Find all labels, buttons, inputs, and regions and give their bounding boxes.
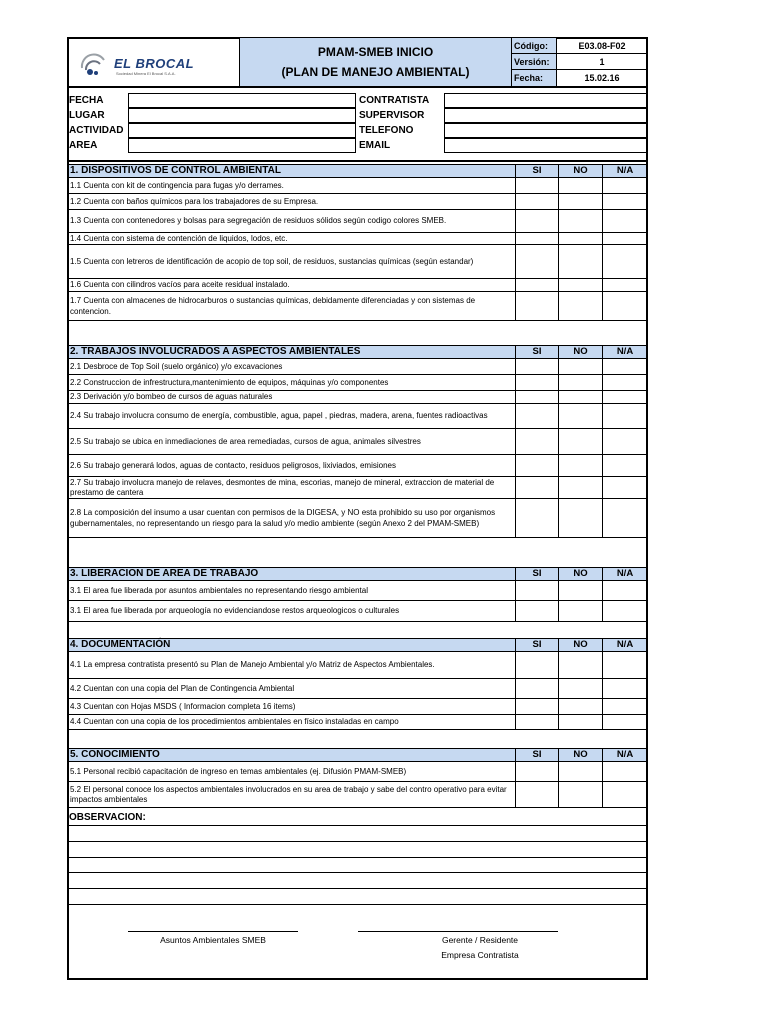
header-title-cell [240, 38, 512, 88]
observacion-line[interactable] [68, 841, 647, 842]
checklist-item-label [68, 499, 511, 538]
checklist-item-label [68, 699, 511, 715]
meta-value-version: 1 [557, 54, 647, 70]
checkbox-si[interactable] [515, 210, 558, 233]
header-meta [512, 38, 647, 88]
section-title: 5. CONOCIMIENTO [70, 749, 160, 760]
checklist-item-label [68, 455, 511, 477]
col-header-si: SI [515, 345, 558, 359]
col-header-si: SI [515, 164, 558, 178]
checkbox-na[interactable] [602, 194, 647, 210]
info-field-left[interactable] [128, 108, 356, 123]
checkbox-no[interactable] [558, 652, 602, 679]
checkbox-si[interactable] [515, 359, 558, 375]
checklist-item-label [68, 652, 511, 679]
checkbox-no[interactable] [558, 782, 602, 808]
checkbox-no[interactable] [558, 245, 602, 279]
checklist-item-text: 3.1 El area fue liberada por arqueología no evidenciandose restos arqueologicos o culturales [70, 606, 400, 616]
company-subtitle: Sociedad Minera El Brocal S.A.A. [116, 71, 176, 76]
observacion-line[interactable] [68, 857, 647, 858]
info-field-right[interactable] [444, 138, 647, 153]
meta-label-version: Versión: [512, 54, 557, 70]
checkbox-na[interactable] [602, 601, 647, 622]
checklist-item-label [68, 391, 511, 404]
checkbox-si[interactable] [515, 375, 558, 391]
checkbox-na[interactable] [602, 292, 647, 321]
checkbox-si[interactable] [515, 391, 558, 404]
info-label-right: CONTRATISTA [359, 95, 430, 106]
checklist-item-label [68, 359, 511, 375]
info-label-left: ACTIVIDAD [69, 125, 124, 136]
checklist-item-label [68, 762, 511, 782]
checklist-item-text: 2.2 Construccion de infrestructura,mantenimiento de equipos, máquinas y/o componentes [70, 377, 389, 387]
checklist-item-label [68, 601, 511, 622]
checkbox-si[interactable] [515, 762, 558, 782]
checkbox-na[interactable] [602, 455, 647, 477]
checkbox-si[interactable] [515, 581, 558, 601]
checkbox-na[interactable] [602, 210, 647, 233]
page-subtitle: (PLAN DE MANEJO AMBIENTAL) [281, 65, 470, 79]
checkbox-na[interactable] [602, 581, 647, 601]
info-label-right: SUPERVISOR [359, 110, 425, 121]
col-header-si: SI [515, 748, 558, 762]
checklist-item-text: 4.2 Cuentan con una copia del Plan de Contingencia Ambiental [70, 683, 295, 693]
checklist-item-label [68, 782, 511, 808]
checkbox-no[interactable] [558, 194, 602, 210]
checkbox-si[interactable] [515, 499, 558, 538]
checkbox-no[interactable] [558, 699, 602, 715]
signature-right-label-2: Empresa Contratista [441, 950, 519, 960]
checkbox-na[interactable] [602, 762, 647, 782]
checkbox-no[interactable] [558, 404, 602, 429]
checkbox-na[interactable] [602, 245, 647, 279]
checklist-item-text: 2.8 La composición del insumo a usar cuentan con permisos de la DIGESA, y NO esta prohibido su uso por organismos gubernamentales, no representando un riesgo para la salud y/o medio ambiente (según Anexo 2 del PMAM-SMEB) [70, 508, 496, 528]
checklist-item-text: 2.6 Su trabajo generará lodos, aguas de contacto, residuos peligrosos, lixiviados, emisiones [70, 460, 396, 470]
checkbox-na[interactable] [602, 499, 647, 538]
signature-right-line [358, 931, 558, 932]
checkbox-na[interactable] [602, 477, 647, 499]
checklist-item-label [68, 210, 511, 233]
divider [68, 160, 647, 162]
checklist-item-text: 4.3 Cuentan con Hojas MSDS ( Informacion completa 16 items) [70, 701, 296, 711]
checkbox-no[interactable] [558, 679, 602, 699]
checklist-item-text: 1.3 Cuenta con contenedores y bolsas para segregación de residuos sólidos según codigo colores SMEB. [70, 216, 447, 226]
checkbox-no[interactable] [558, 601, 602, 622]
checkbox-no[interactable] [558, 178, 602, 194]
meta-label-fecha: Fecha: [512, 70, 557, 86]
info-label-left: FECHA [69, 95, 104, 106]
observacion-line[interactable] [68, 904, 647, 905]
checklist-item-label [68, 233, 511, 245]
checklist-item-label [68, 404, 511, 429]
checkbox-no[interactable] [558, 499, 602, 538]
info-label-left: LUGAR [69, 110, 105, 121]
checkbox-no[interactable] [558, 762, 602, 782]
checklist-item-label [68, 194, 511, 210]
section-title: 2. TRABAJOS INVOLUCRADOS A ASPECTOS AMBIENTALES [70, 346, 361, 357]
section-title: 4. DOCUMENTACIÓN [70, 639, 171, 650]
checkbox-si[interactable] [515, 233, 558, 245]
checkbox-na[interactable] [602, 391, 647, 404]
checkbox-si[interactable] [515, 429, 558, 455]
checkbox-na[interactable] [602, 279, 647, 292]
checkbox-si[interactable] [515, 715, 558, 730]
checkbox-na[interactable] [602, 233, 647, 245]
checkbox-si[interactable] [515, 178, 558, 194]
checkbox-no[interactable] [558, 359, 602, 375]
checkbox-si[interactable] [515, 601, 558, 622]
checkbox-no[interactable] [558, 375, 602, 391]
checkbox-si[interactable] [515, 279, 558, 292]
checklist-item-label [68, 245, 511, 279]
checkbox-na[interactable] [602, 782, 647, 808]
checklist-item-text: 2.5 Su trabajo se ubica en inmediaciones de area remediadas, cursos de agua, animales silvestres [70, 436, 421, 446]
meta-value-codigo: E03.08-F02 [557, 38, 647, 54]
signature-left-line [128, 931, 298, 932]
col-header-na: N/A [602, 638, 647, 652]
signature-left-label: Asuntos Ambientales SMEB [160, 935, 266, 945]
checkbox-na[interactable] [602, 375, 647, 391]
info-field-right[interactable] [444, 108, 647, 123]
checkbox-no[interactable] [558, 292, 602, 321]
info-field-left[interactable] [128, 93, 356, 108]
checkbox-si[interactable] [515, 245, 558, 279]
col-header-na: N/A [602, 164, 647, 178]
checkbox-si[interactable] [515, 782, 558, 808]
checkbox-na[interactable] [602, 679, 647, 699]
checklist-item-text: 2.1 Desbroce de Top Soil (suelo orgánico) y/o excavaciones [70, 361, 283, 371]
checkbox-na[interactable] [602, 429, 647, 455]
checklist-item-text: 5.2 El personal conoce los aspectos ambientales involucrados en su area de trabajo y sabe del contro operativo para evitar impactos ambientales [70, 784, 507, 804]
checkbox-no[interactable] [558, 391, 602, 404]
checkbox-na[interactable] [602, 359, 647, 375]
checklist-item-text: 1.6 Cuenta con cilindros vacíos para aceite residual instalado. [70, 280, 290, 290]
info-label-right: TELEFONO [359, 125, 414, 136]
col-header-no: NO [558, 567, 602, 581]
col-header-no: NO [558, 638, 602, 652]
checklist-item-label [68, 679, 511, 699]
info-field-right[interactable] [444, 93, 647, 108]
checklist-item-label [68, 477, 511, 499]
checklist-item-label [68, 429, 511, 455]
section-title: 1. DISPOSITIVOS DE CONTROL AMBIENTAL [70, 165, 281, 176]
company-logo-icon [76, 46, 110, 80]
page-title: PMAM-SMEB INICIO [317, 45, 434, 59]
checkbox-no[interactable] [558, 429, 602, 455]
signature-right-label-1: Gerente / Residente [441, 935, 519, 945]
col-header-na: N/A [602, 345, 647, 359]
info-label-right: EMAIL [359, 140, 391, 151]
checklist-item-label [68, 292, 511, 321]
checklist-item-label [68, 715, 511, 730]
observacion-title: OBSERVACION: [69, 812, 146, 823]
checklist-item-text: 5.1 Personal recibió capacitación de ingreso en temas ambientales (ej. Difusión PMAM-SMEB) [70, 766, 407, 776]
checkbox-no[interactable] [558, 233, 602, 245]
checklist-item-text: 1.7 Cuenta con almacenes de hidrocarburos o sustancias químicas, debidamente diferenciadas y con sistemas de contencion. [70, 296, 476, 316]
col-header-si: SI [515, 567, 558, 581]
checkbox-si[interactable] [515, 455, 558, 477]
observacion-line[interactable] [68, 888, 647, 889]
meta-value-fecha: 15.02.16 [584, 73, 620, 83]
checkbox-na[interactable] [602, 699, 647, 715]
observacion-line[interactable] [68, 825, 647, 826]
checklist-item-text: 1.4 Cuenta con sistema de contención de liquidos, lodos, etc. [70, 233, 288, 243]
checklist-item-text: 2.3 Derivación y/o bombeo de cursos de aguas naturales [70, 392, 273, 402]
checklist-item-text: 2.7 Su trabajo involucra manejo de relaves, desmontes de mina, escorias, manejo de mineral, extraccion de material de prestamo de cantera [70, 477, 495, 497]
checkbox-na[interactable] [602, 715, 647, 730]
col-header-no: NO [558, 164, 602, 178]
checklist-item-text: 1.5 Cuenta con letreros de identificación de acopio de top soil, de residuos, sustancias químicas (según estandar) [70, 256, 474, 266]
info-field-left[interactable] [128, 138, 356, 153]
checklist-item-text: 3.1 El area fue liberada por asuntos ambientales no representando riesgo ambiental [70, 585, 368, 595]
checkbox-si[interactable] [515, 477, 558, 499]
checkbox-si[interactable] [515, 194, 558, 210]
checklist-item-label [68, 279, 511, 292]
meta-label-codigo: Código: [512, 38, 557, 54]
col-header-na: N/A [602, 567, 647, 581]
info-label-left: AREA [69, 140, 98, 151]
col-header-no: NO [558, 748, 602, 762]
checkbox-no[interactable] [558, 581, 602, 601]
info-field-left[interactable] [128, 123, 356, 138]
checkbox-na[interactable] [602, 404, 647, 429]
checkbox-si[interactable] [515, 699, 558, 715]
checkbox-no[interactable] [558, 455, 602, 477]
checkbox-no[interactable] [558, 279, 602, 292]
checkbox-na[interactable] [602, 178, 647, 194]
checklist-item-text: 1.2 Cuenta con baños químicos para los trabajadores de su Empresa. [70, 196, 319, 206]
checklist-item-text: 1.1 Cuenta con kit de contingencia para fugas y/o derrames. [70, 180, 284, 190]
checkbox-si[interactable] [515, 404, 558, 429]
checklist-item-text: 2.4 Su trabajo involucra consumo de energía, combustible, agua, papel , piedras, madera, arena, fuentes radioactivas [70, 411, 488, 421]
col-header-na: N/A [602, 748, 647, 762]
checkbox-si[interactable] [515, 679, 558, 699]
col-header-si: SI [515, 638, 558, 652]
checkbox-na[interactable] [602, 652, 647, 679]
col-header-no: NO [558, 345, 602, 359]
checklist-item-label [68, 375, 511, 391]
checkbox-no[interactable] [558, 715, 602, 730]
section-title: 3. LIBERACION DE AREA DE TRABAJO [70, 568, 259, 579]
checkbox-no[interactable] [558, 210, 602, 233]
info-field-right[interactable] [444, 123, 647, 138]
checklist-item-label [68, 178, 511, 194]
company-name: EL BROCAL [114, 56, 195, 71]
header-logo-cell [68, 38, 240, 88]
checkbox-si[interactable] [515, 292, 558, 321]
checkbox-no[interactable] [558, 477, 602, 499]
checklist-item-text: 4.4 Cuentan con una copia de los procedimientos ambientales en físico instaladas en campo [70, 717, 399, 727]
checkbox-si[interactable] [515, 652, 558, 679]
checklist-item-text: 4.1 La empresa contratista presentó su Plan de Manejo Ambiental y/o Matriz de Aspectos Ambientales. [70, 660, 435, 670]
checklist-item-label [68, 581, 511, 601]
observacion-line[interactable] [68, 872, 647, 873]
